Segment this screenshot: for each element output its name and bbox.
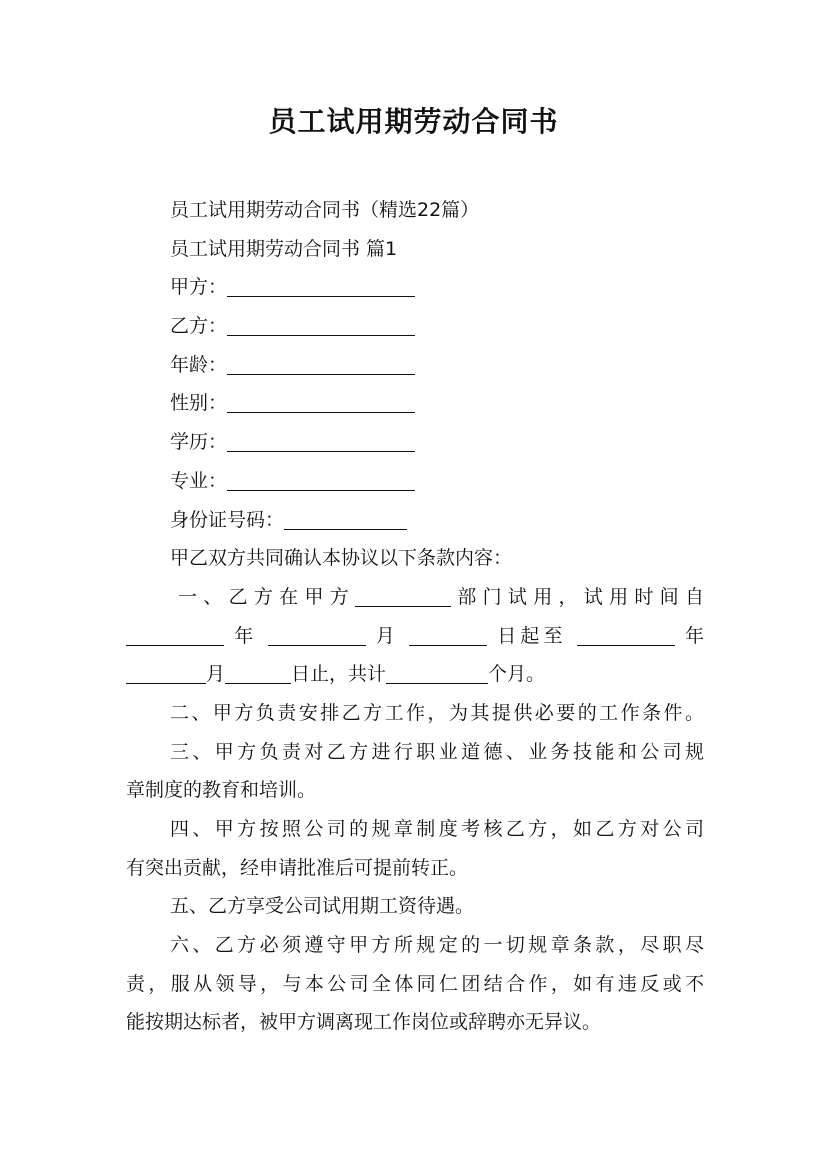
document-subtitle: 员工试用期劳动合同书（精选22篇） <box>170 199 480 221</box>
field-label: 甲方： <box>170 276 228 299</box>
field-label: 专业： <box>170 469 228 492</box>
field-major <box>126 462 704 501</box>
clause-4-line-2: 有突出贡献，经申请批准后可提前转正。 <box>126 856 469 879</box>
clause-1-line-3 <box>126 655 704 694</box>
clause-text: 月 <box>206 663 226 686</box>
clause-2: 二、甲方负责安排乙方工作，为其提供必要的工作条件。 <box>170 701 704 724</box>
fill-blank <box>386 661 488 684</box>
field-id-number <box>126 501 704 540</box>
clause-text: 日止，共计 <box>291 663 387 686</box>
fill-blank <box>126 661 206 684</box>
clause-text: 年 <box>234 624 258 647</box>
clause-6-line-3: 能按期达标者，被甲方调离现工作岗位或辞聘亦无异议。 <box>126 1011 602 1034</box>
section-heading: 员工试用期劳动合同书 篇1 <box>170 237 398 260</box>
clause-text: 日起至 <box>497 624 567 647</box>
field-party-a <box>126 268 704 307</box>
clause-text: 月 <box>375 624 399 647</box>
fill-blank <box>227 274 415 297</box>
fill-blank <box>268 623 366 646</box>
field-label: 学历： <box>170 431 228 454</box>
fill-blank <box>227 390 415 413</box>
field-label: 年龄： <box>170 353 228 376</box>
fill-blank <box>227 352 415 375</box>
fill-blank <box>227 468 415 491</box>
clause-text: 年 <box>685 624 704 647</box>
fill-blank <box>284 507 407 530</box>
document-body <box>126 191 704 1042</box>
fill-blank <box>577 623 675 646</box>
clause-3-line-1: 三、甲方负责对乙方进行职业道德、业务技能和公司规 <box>170 740 704 763</box>
fill-blank <box>225 661 291 684</box>
document-title: 员工试用期劳动合同书 <box>268 105 559 138</box>
clause-5: 五、乙方享受公司试用期工资待遇。 <box>170 895 475 918</box>
field-education <box>126 423 704 462</box>
fill-blank <box>227 313 415 336</box>
clause-4-line-1: 四、甲方按照公司的规章制度考核乙方，如乙方对公司 <box>170 818 704 840</box>
fill-blank <box>227 429 415 452</box>
field-age <box>126 346 704 385</box>
field-label: 性别： <box>170 392 228 415</box>
field-label: 乙方： <box>170 315 228 338</box>
clause-1-line-1 <box>126 578 704 617</box>
field-party-b <box>126 307 704 346</box>
clause-text: 部门试用，试用时间自 <box>451 585 704 608</box>
clause-1-line-2 <box>126 617 704 656</box>
clause-text: 个月。 <box>488 663 546 686</box>
clauses-intro: 甲乙双方共同确认本协议以下条款内容： <box>170 547 513 570</box>
clause-6-line-2: 责，服从领导，与本公司全体同仁团结合作，如有违反或不 <box>126 972 704 995</box>
clause-6-line-1: 六、乙方必须遵守甲方所规定的一切规章条款，尽职尽 <box>170 934 704 957</box>
fill-blank <box>409 623 487 646</box>
field-label: 身份证号码： <box>170 508 285 531</box>
fill-blank <box>126 623 224 646</box>
fill-blank <box>355 584 451 607</box>
clause-text: 一、乙方在甲方 <box>178 585 356 608</box>
field-gender <box>126 384 704 423</box>
clause-3-line-2: 章制度的教育和培训。 <box>126 779 317 802</box>
